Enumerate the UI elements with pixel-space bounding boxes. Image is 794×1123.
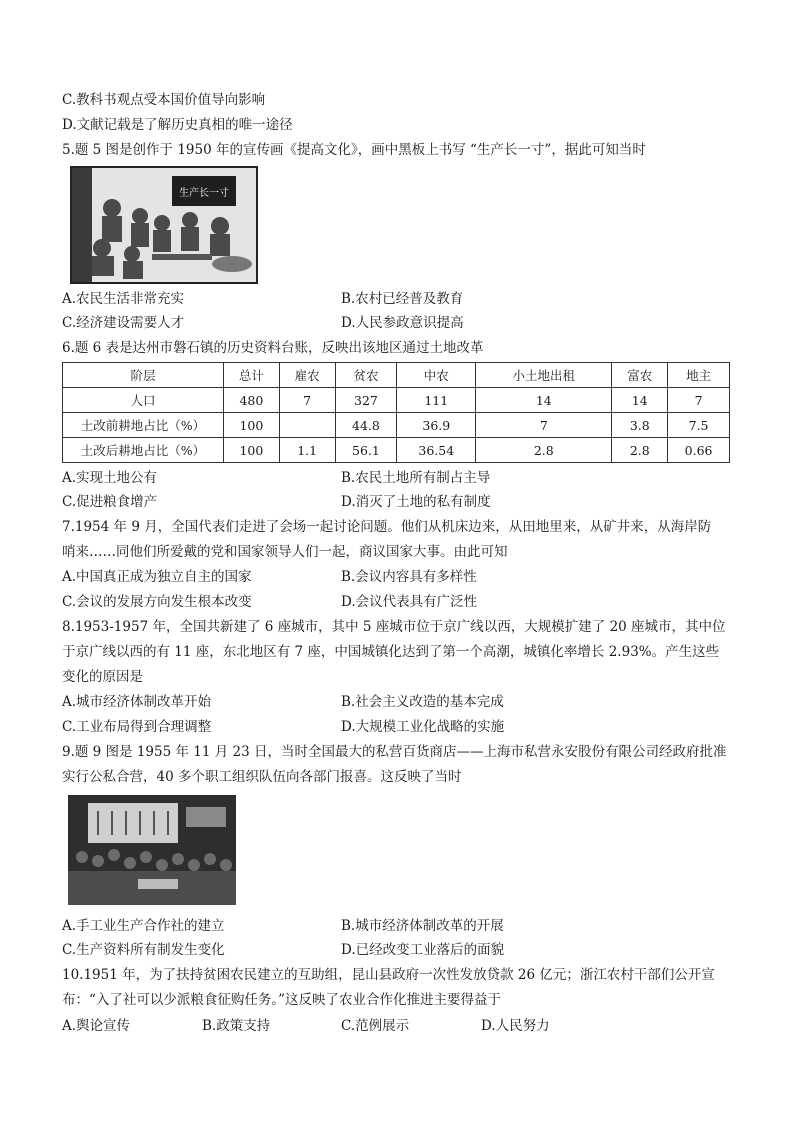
table-header-cell: 小土地出租 xyxy=(476,363,612,388)
q9-stem-line2: 实行公私合营，40 多个职工组织队伍向各部门报喜。这反映了当时 xyxy=(62,769,462,785)
q8-stem-line1: 8.1953-1957 年，全国共新建了 6 座城市，其中 5 座城市位于京广线以西，大规模扩建了 20 座城市，其中位 xyxy=(62,619,726,635)
q10-option-b: B.政策支持 xyxy=(202,1018,271,1034)
q7-option-c: C.会议的发展方向发生根本改变 xyxy=(62,594,252,610)
table-cell: 3.8 xyxy=(612,413,668,438)
table-cell: 14 xyxy=(612,388,668,413)
q10-stem-line2: 布：“入了社可以少派粮食征购任务。”这反映了农业合作化推进主要得益于 xyxy=(62,992,502,1008)
table-cell: 7 xyxy=(476,413,612,438)
table-cell: 36.9 xyxy=(397,413,476,438)
table-cell: 327 xyxy=(335,388,397,413)
table-cell: 7 xyxy=(279,388,335,413)
q8-option-b: B.社会主义改造的基本完成 xyxy=(341,694,504,710)
table-cell: 土改后耕地占比（%） xyxy=(63,438,224,463)
q6-option-b: B.农民土地所有制占主导 xyxy=(341,470,491,486)
q9-stem-line1: 9.题 9 图是 1955 年 11 月 23 日，当时全国最大的私营百货商店——上海市私营永安股份有限公司经政府批准 xyxy=(62,744,727,760)
table-cell: 44.8 xyxy=(335,413,397,438)
table-header-cell: 贫农 xyxy=(335,363,397,388)
table-cell: 7 xyxy=(668,388,730,413)
q9-photo-image xyxy=(68,795,236,905)
q8-option-a: A.城市经济体制改革开始 xyxy=(62,694,212,710)
q5-option-b: B.农村已经普及教育 xyxy=(341,291,464,307)
q10-option-d: D.人民努力 xyxy=(481,1018,550,1034)
table-cell: 7.5 xyxy=(668,413,730,438)
table-header-cell: 雇农 xyxy=(279,363,335,388)
table-header-cell: 中农 xyxy=(397,363,476,388)
table-row xyxy=(63,438,730,463)
q6-option-c: C.促进粮食增产 xyxy=(62,494,158,510)
table-header-row xyxy=(63,363,730,388)
q6-stem: 6.题 6 表是达州市磐石镇的历史资料台账，反映出该地区通过土地改革 xyxy=(62,340,484,356)
table-row xyxy=(63,413,730,438)
q7-stem-line1: 7.1954 年 9 月，全国代表们走进了会场一起讨论问题。他们从机床边来，从田地里来，从矿井来，从海岸防 xyxy=(62,519,712,535)
table-cell: 480 xyxy=(224,388,280,413)
blackboard-text: 生产长一寸 xyxy=(179,188,229,199)
q4-option-d: D.文献记载是了解历史真相的唯一途径 xyxy=(62,117,293,133)
q5-poster-image xyxy=(70,166,258,284)
q9-option-d: D.已经改变工业落后的面貌 xyxy=(341,942,505,958)
q6-option-d: D.消灭了土地的私有制度 xyxy=(341,494,491,510)
table-header-cell: 阶层 xyxy=(63,363,224,388)
q8-option-d: D.大规模工业化战略的实施 xyxy=(341,719,505,735)
table-cell: 2.8 xyxy=(612,438,668,463)
table-cell: 人口 xyxy=(63,388,224,413)
q5-option-d: D.人民参政意识提高 xyxy=(341,315,464,331)
q7-option-a: A.中国真正成为独立自主的国家 xyxy=(62,569,252,585)
table-cell: 2.8 xyxy=(476,438,612,463)
q6-land-table xyxy=(62,362,730,463)
table-cell: 0.66 xyxy=(668,438,730,463)
q7-stem-line2: 哨来……同他们所爱戴的党和国家领导人们一起，商议国家大事。由此可知 xyxy=(62,544,508,560)
q10-option-a: A.舆论宣传 xyxy=(62,1018,131,1034)
q10-option-c: C.范例展示 xyxy=(341,1018,410,1034)
q7-option-d: D.会议代表具有广泛性 xyxy=(341,594,478,610)
q9-option-c: C.生产资料所有制发生变化 xyxy=(62,942,225,958)
q7-option-b: B.会议内容具有多样性 xyxy=(341,569,477,585)
q9-photo-illustration xyxy=(68,795,236,905)
table-cell: 土改前耕地占比（%） xyxy=(63,413,224,438)
q5-stem: 5.题 5 图是创作于 1950 年的宣传画《提高文化》，画中黑板上书写 “生产长一寸”，据此可知当时 xyxy=(62,142,646,158)
table-cell: 1.1 xyxy=(279,438,335,463)
table-row xyxy=(63,388,730,413)
table-cell: 36.54 xyxy=(397,438,476,463)
table-header-cell: 地主 xyxy=(668,363,730,388)
q9-option-b: B.城市经济体制改革的开展 xyxy=(341,918,504,934)
q5-option-c: C.经济建设需要人才 xyxy=(62,315,185,331)
table-cell: 56.1 xyxy=(335,438,397,463)
q10-stem-line1: 10.1951 年，为了扶持贫困农民建立的互助组，昆山县政府一次性发放贷款 26 亿元；浙江农村干部们公开宣 xyxy=(62,967,715,983)
q9-option-a: A.手工业生产合作社的建立 xyxy=(62,918,225,934)
table-cell: 100 xyxy=(224,438,280,463)
table-header-cell: 总计 xyxy=(224,363,280,388)
q8-option-c: C.工业布局得到合理调整 xyxy=(62,719,212,735)
table-cell xyxy=(279,413,335,438)
table-cell: 100 xyxy=(224,413,280,438)
q4-option-c: C.教科书观点受本国价值导向影响 xyxy=(62,92,266,108)
q6-option-a: A.实现土地公有 xyxy=(62,470,158,486)
q8-stem-line3: 变化的原因是 xyxy=(62,669,143,685)
q8-stem-line2: 于京广线以西的有 11 座，东北地区有 7 座，中国城镇化达到了第一个高潮，城镇化率增长 2.93%。产生这些 xyxy=(62,644,720,660)
table-cell: 14 xyxy=(476,388,612,413)
q5-option-a: A.农民生活非常充实 xyxy=(62,291,185,307)
table-header-cell: 富农 xyxy=(612,363,668,388)
q5-poster-illustration xyxy=(72,168,256,282)
table-cell: 111 xyxy=(397,388,476,413)
